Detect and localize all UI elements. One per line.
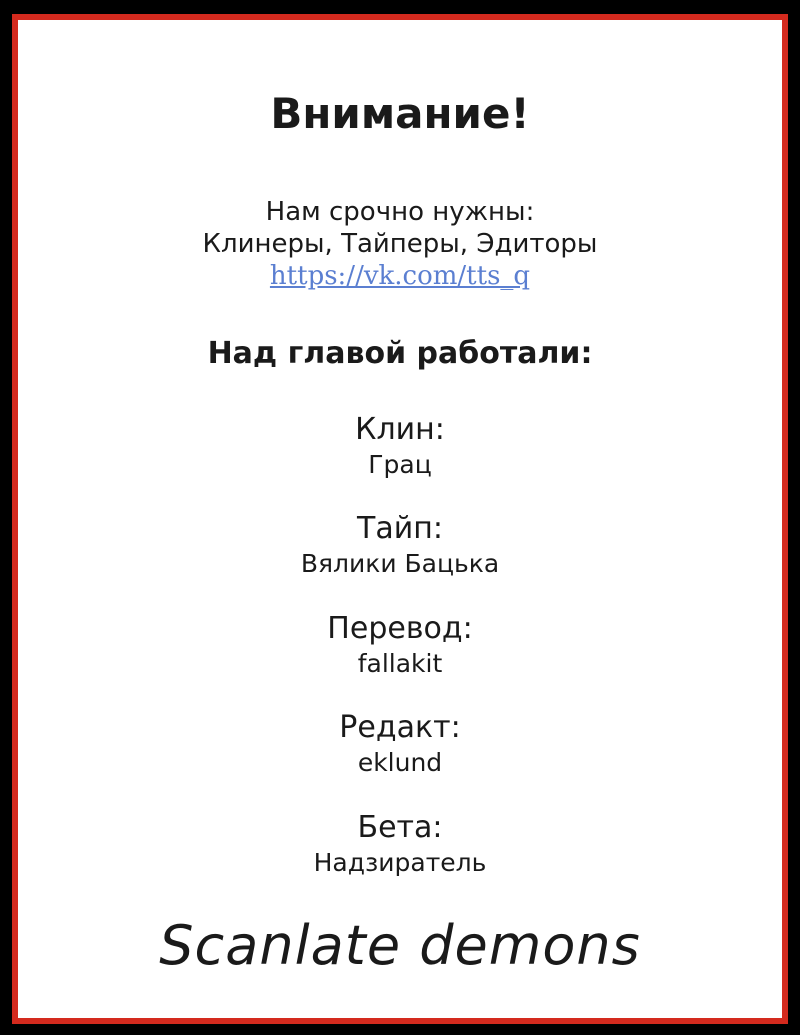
credit-name-typesetting: Вялики Бацька [300,549,500,578]
recruit-notice-line-2: Клинеры, Тайперы, Эдиторы [202,229,598,259]
credit-name-translation: fallakit [357,649,443,678]
credit-role-translation: Перевод: [327,611,473,646]
credits-page [18,20,782,1018]
page-frame [12,14,788,1024]
page-title: Внимание! [270,89,530,138]
credit-role-cleaning: Клин: [355,412,445,447]
team-signature: Scanlate demons [159,914,641,977]
recruit-notice-line-1: Нам срочно нужны: [265,197,535,227]
recruit-link[interactable]: https://vk.com/tts_q [269,261,531,291]
credit-role-typesetting: Тайп: [357,511,443,546]
credit-role-beta: Бета: [357,810,443,845]
credit-role-editing: Редакт: [339,710,461,745]
credit-name-editing: eklund [357,748,443,777]
credits-heading: Над главой работали: [207,336,593,371]
credit-name-beta: Надзиратель [313,848,487,877]
credit-name-cleaning: Грац [368,450,432,479]
